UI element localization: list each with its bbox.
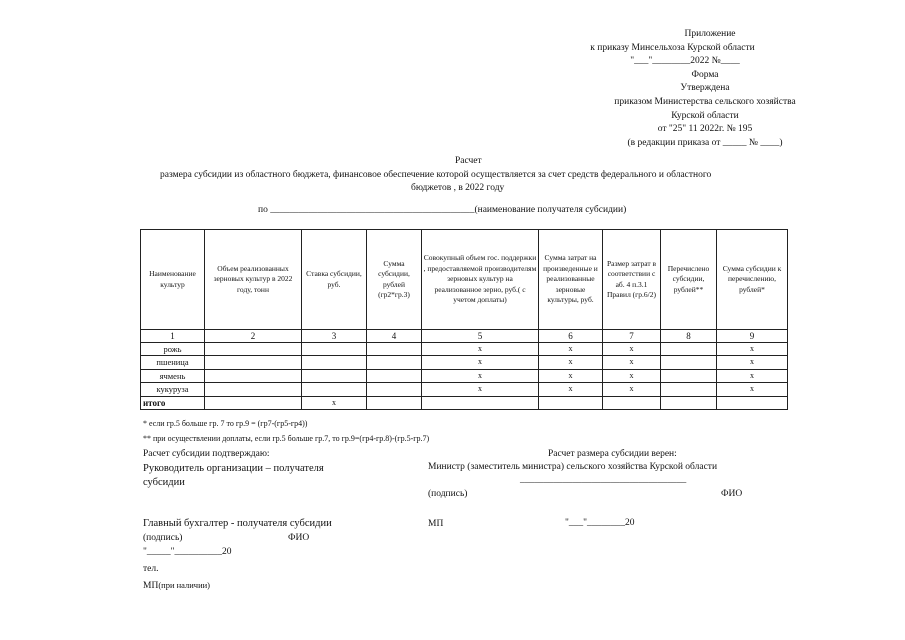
header-order-date: "___"________2022 №____ [630,56,740,67]
table-cell: x [603,369,661,382]
table-cell[interactable] [422,396,539,409]
header-region: Курской области [671,110,739,121]
table-cell[interactable] [205,369,302,382]
table-cell: x [422,356,539,369]
col-header-sum: Сумма субсидии, рублей (гр2*гр.3) [367,230,422,330]
header-order-ref: к приказу Минсельхоза Курской области [590,42,755,53]
stamp-left [143,580,210,591]
accountant-fio-caption: ФИО [288,533,310,543]
table-total-row [141,396,788,409]
minister-fio-caption: ФИО [721,489,743,499]
table-cell[interactable] [539,396,603,409]
table-cell: x [717,383,788,396]
table-cell: x [422,383,539,396]
col-header-rate: Ставка субсидии, руб. [302,230,367,330]
header-ministry: приказом Министерства сельского хозяйства [614,96,796,107]
col-header-crop: Наименование культур [141,230,205,330]
table-cell: x [302,396,367,409]
table-cell[interactable] [661,396,717,409]
crop-name: кукуруза [141,383,205,396]
stamp-left-label: МП [143,581,159,591]
table-cell: x [717,343,788,356]
footnote-1: * если гр.5 больше гр. 7 то гр.9 = (гр7-(гр5-гр4)) [143,419,308,428]
table-cell[interactable] [302,356,367,369]
col-number: 1 [141,330,205,343]
crop-name: рожь [141,343,205,356]
table-cell[interactable] [205,396,302,409]
col-number: 8 [661,330,717,343]
doc-subtitle-line2: бюджетов , в 2022 году [411,183,505,193]
recipient-label: (наименование получателя субсидии) [474,205,627,215]
table-row [141,356,788,369]
header-form: Форма [691,69,719,80]
table-cell[interactable] [367,383,422,396]
table-cell[interactable] [661,343,717,356]
recipient-blank: ___________________________________________ [270,205,475,215]
header-block [570,28,800,150]
col-number: 9 [717,330,788,343]
table-cell: x [539,356,603,369]
col-number: 7 [603,330,661,343]
table-cell: x [603,343,661,356]
footnote-2: ** при осуществлении доплаты, если гр.5 больше гр.7, то гр.9=(гр4-гр.8)-(гр.5-гр.7) [143,434,430,443]
recipient-line [258,205,626,215]
table-cell: x [539,343,603,356]
header-edition: (в редакции приказа от _____ № ____) [627,137,783,148]
table-cell[interactable] [367,369,422,382]
col-header-volume: Объем реализованных зерновых культур в 2022 году, тонн [205,230,302,330]
table-cell[interactable] [661,369,717,382]
crop-name: пшеница [141,356,205,369]
table-row [141,369,788,382]
table-cell[interactable] [302,383,367,396]
total-label: итого [141,396,205,409]
col-header-to-transfer: Сумма субсидии к перечислению, рублей* [717,230,788,330]
col-number: 3 [302,330,367,343]
doc-title: Расчет [455,156,482,166]
confirm-label: Расчет субсидии подтверждаю: [143,449,270,459]
col-header-cost-size: Размер затрат в соответствии с аб. 4 п.3.1 Правил (гр.6/2) [603,230,661,330]
table-cell: x [422,369,539,382]
minister-signature-line: ___________________________________ [520,475,687,485]
minister-title: Министр (заместитель министра) сельского хозяйства Курской области [428,462,718,472]
table-cell: x [539,369,603,382]
table-cell[interactable] [367,396,422,409]
date-right: "___"________20 [565,518,635,528]
table-cell[interactable] [205,343,302,356]
header-decree: от "25" 11 2022г. № 195 [657,124,753,135]
col-header-costs: Сумма затрат на произведенные и реализованные зерновые культуры, руб. [539,230,603,330]
recipient-prefix: по [258,205,268,215]
table-cell[interactable] [717,396,788,409]
col-number: 2 [205,330,302,343]
table-cell: x [603,383,661,396]
col-header-transferred: Перечислено субсидии, рублей** [661,230,717,330]
doc-subtitle-line1: размера субсидии из областного бюджета, финансовое обеспечение которой осуществляется за счет средств федерального и областного [160,170,712,180]
table-cell[interactable] [205,383,302,396]
table-cell: x [717,356,788,369]
minister-signature-caption: (подпись) [428,489,468,499]
table-header-row [141,230,788,330]
header-approved: Утверждена [680,83,730,94]
table-cell: x [422,343,539,356]
accountant-signature-caption: (подпись) [143,533,183,543]
subsidy-table [140,229,788,410]
table-cell[interactable] [661,356,717,369]
table-cell[interactable] [302,343,367,356]
table-cell[interactable] [367,356,422,369]
stamp-left-note: (при наличии) [158,580,211,590]
table-cell[interactable] [603,396,661,409]
table-cell[interactable] [367,343,422,356]
crop-name: ячмень [141,369,205,382]
col-number: 5 [422,330,539,343]
table-row [141,343,788,356]
table-cell[interactable] [302,369,367,382]
col-number: 6 [539,330,603,343]
head-title-line2: субсидии [143,477,185,488]
head-title-line1: Руководитель организации – получателя [143,463,324,474]
col-header-total-support: Совокупный объем гос. поддержки , предоставляемой производителям зерновых культур на реализованное зерно, руб.( с учетом доплаты) [422,230,539,330]
table-row [141,383,788,396]
header-appendix: Приложение [684,29,736,39]
date-left: "_____"__________20 [143,547,232,557]
stamp-label: МП [428,519,444,529]
table-cell[interactable] [205,356,302,369]
table-number-row [141,330,788,343]
table-cell: x [603,356,661,369]
accountant-title: Главный бухгалтер - получателя субсидии [143,518,332,529]
table-cell[interactable] [661,383,717,396]
phone-label: тел. [143,564,159,574]
table-cell: x [539,383,603,396]
verified-label: Расчет размера субсидии верен: [548,449,677,459]
col-number: 4 [367,330,422,343]
table-cell: x [717,369,788,382]
